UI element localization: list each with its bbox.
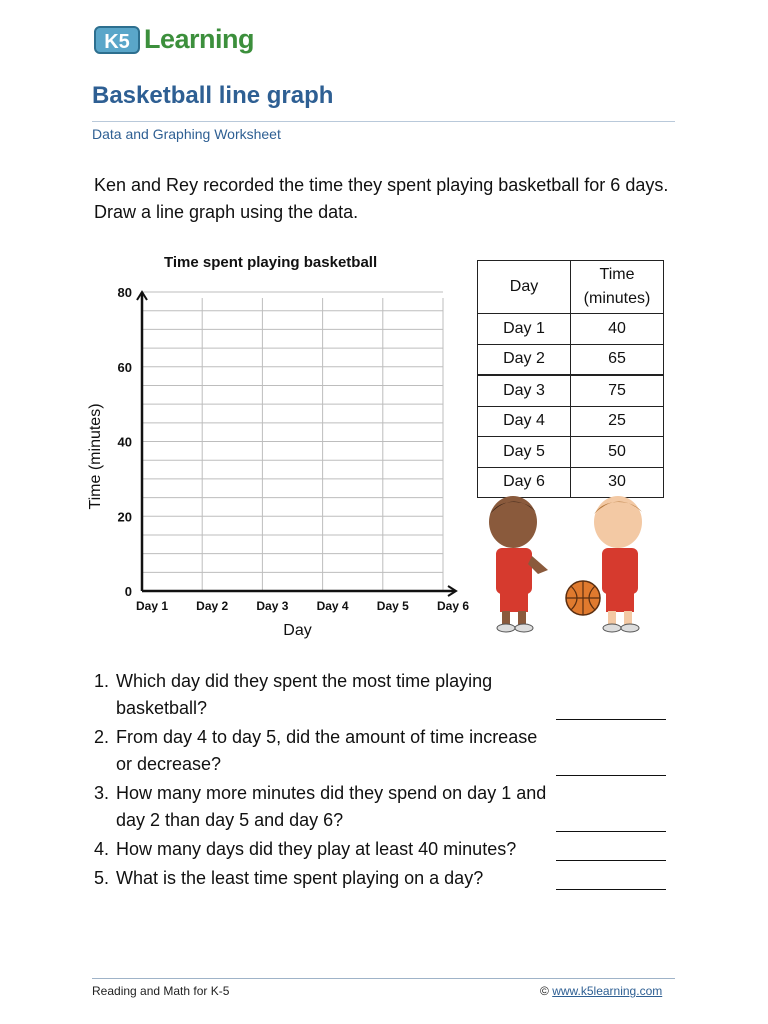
table-cell-time: 65	[571, 344, 664, 375]
table-header-row	[478, 261, 664, 314]
data-table	[477, 260, 664, 498]
answer-blank[interactable]	[556, 889, 666, 890]
x-tick-label: Day 2	[196, 599, 229, 613]
y-tick-label: 20	[117, 509, 132, 525]
y-tick-label: 40	[117, 434, 132, 450]
question-item	[94, 865, 694, 892]
question-number: 3.	[94, 783, 110, 803]
table-cell-time: 25	[571, 406, 664, 437]
question-text: What is the least time spent playing on a day?	[116, 868, 484, 888]
answer-blank[interactable]	[556, 831, 666, 832]
basketball-icon	[566, 581, 600, 615]
line-graph-grid[interactable]	[80, 280, 475, 650]
question-item	[94, 780, 694, 834]
answer-blank[interactable]	[556, 719, 666, 720]
logo-wordmark: Learning	[144, 24, 255, 54]
x-tick-label: Day 4	[316, 599, 349, 613]
x-tick-label: Day 6	[436, 599, 470, 613]
answer-blank[interactable]	[556, 860, 666, 861]
table-cell-time: 50	[571, 437, 664, 468]
kid-ken-figure	[489, 496, 548, 632]
copyright-symbol: ©	[540, 984, 549, 998]
question-text: Which day did they spent the most time playing basketball?	[116, 671, 493, 718]
basketball-kids-illustration	[478, 490, 668, 640]
y-tick-label: 0	[124, 584, 132, 599]
y-tick-label: 80	[117, 285, 132, 300]
kid-rey-figure	[594, 496, 642, 632]
chart-title: Time spent playing basketball	[164, 254, 378, 271]
question-number: 4.	[94, 839, 110, 859]
table-cell-day: Day 1	[478, 314, 571, 345]
page-title: Basketball line graph	[92, 82, 334, 109]
question-number: 5.	[94, 868, 110, 888]
question-text: From day 4 to day 5, did the amount of time increase or decrease?	[116, 727, 538, 774]
table-cell-day: Day 6	[478, 467, 571, 498]
table-header-day: Day	[478, 261, 571, 314]
x-tick-label: Day 3	[256, 599, 289, 613]
table-cell-day: Day 2	[478, 344, 571, 375]
question-item	[94, 836, 694, 863]
table-row	[478, 437, 664, 468]
question-item	[94, 724, 694, 778]
table-header-time	[571, 261, 664, 314]
table-row	[478, 314, 664, 345]
table-cell-day: Day 3	[478, 375, 571, 406]
table-row	[478, 406, 664, 437]
table-row	[478, 375, 664, 406]
question-number: 1.	[94, 671, 110, 691]
question-text: How many days did they play at least 40 minutes?	[116, 839, 517, 859]
footer-tagline: Reading and Math for K-5	[92, 984, 230, 998]
logo-k5-badge: K5	[94, 26, 140, 54]
page-subtitle: Data and Graphing Worksheet	[92, 126, 281, 142]
website-link[interactable]: www.k5learning.com	[552, 984, 663, 998]
table-row	[478, 344, 664, 375]
y-axis-title: Time (minutes)	[87, 403, 104, 510]
table-cell-day: Day 5	[478, 437, 571, 468]
table-cell-day: Day 4	[478, 406, 571, 437]
footer-link-area	[540, 984, 662, 998]
table-cell-time: 30	[571, 467, 664, 498]
question-text: How many more minutes did they spend on day 1 and day 2 than day 5 and day 6?	[116, 783, 547, 830]
header-divider	[92, 121, 675, 122]
x-tick-label: Day 5	[376, 599, 409, 613]
instructions: Ken and Rey recorded the time they spent playing basketball for 6 days. Draw a line graph using the data.	[94, 175, 669, 222]
question-number: 2.	[94, 727, 110, 747]
answer-blank[interactable]	[556, 775, 666, 776]
table-header-time-label: Time (minutes)	[583, 266, 651, 307]
x-axis-title: Day	[283, 622, 312, 639]
x-tick-label: Day 1	[135, 599, 169, 613]
question-item	[94, 668, 694, 722]
table-cell-time: 40	[571, 314, 664, 345]
k5-learning-logo	[94, 20, 264, 64]
footer-divider	[92, 978, 675, 979]
y-tick-label: 60	[117, 359, 132, 375]
question-list	[94, 668, 694, 894]
table-cell-time: 75	[571, 375, 664, 406]
